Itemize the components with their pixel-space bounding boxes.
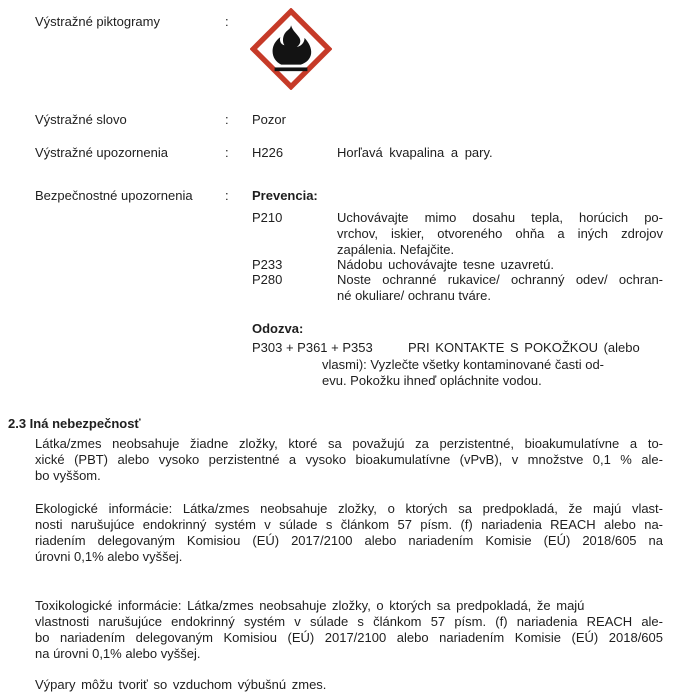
tox-line-2: vlastnosti narušujúce endokrinný systém v súlade s článkom 57 písm. (f) nariadenia REACH ale-	[35, 614, 663, 629]
paragraph-tox	[35, 598, 663, 662]
hazard-statements-colon: :	[225, 145, 229, 160]
pbt-line-2: xické (PBT) alebo vysoko perzistentné a vysoko bioakumulatívne (vPvB), v množstve 0,1 % ale-	[35, 452, 663, 467]
warning-pictograms-colon: :	[225, 14, 229, 29]
eco-line-3: riadením delegovaným Komisiou (EÚ) 2017/2100 alebo nariadením Komisie (EÚ) 2018/605 na	[35, 533, 663, 548]
p303-text-first: PRI KONTAKTE S POKOŽKOU (alebo	[408, 340, 640, 355]
section-2-3-heading: 2.3 Iná nebezpečnosť	[8, 416, 141, 431]
precautionary-colon: :	[225, 188, 229, 203]
p303-line-3: evu. Pokožku ihneď opláchnite vodou.	[322, 373, 542, 388]
p233-text: Nádobu uchovávajte tesne uzavretú.	[337, 257, 555, 272]
warning-pictograms-label: Výstražné piktogramy	[35, 14, 160, 29]
eco-line-1: Ekologické informácie: Látka/zmes neobsahuje zložky, o ktorých sa predpokladá, že majú vlast-	[35, 501, 663, 516]
hazard-statements-label: Výstražné upozornenia	[35, 145, 168, 160]
prevention-heading: Prevencia:	[252, 188, 318, 203]
p303-line-2: vlasmi): Vyzlečte všetky kontaminované časti od-	[322, 357, 605, 372]
response-heading: Odozva:	[252, 321, 304, 336]
p280-code: P280	[252, 272, 283, 287]
tox-line-4: na úrovni 0,1% alebo vyššej.	[35, 646, 201, 661]
eco-line-4: úrovni 0,1% alebo vyššej.	[35, 549, 183, 564]
signal-word-value: Pozor	[252, 112, 286, 127]
precautionary-label: Bezpečnostné upozornenia	[35, 188, 193, 203]
paragraph-pbt	[35, 436, 663, 484]
tox-line-1: Toxikologické informácie: Látka/zmes neobsahuje zložky, o ktorých sa predpokladá, že majú	[35, 598, 585, 613]
p280-line-2: né okuliare/ ochranu tváre.	[337, 288, 491, 303]
tox-line-3: bo nariadením delegovaným Komisiou (EÚ) 2017/2100 alebo nariadením Komisie (EÚ) 2018/605	[35, 630, 663, 645]
p303-code: P303 + P361 + P353	[252, 340, 373, 355]
pbt-line-1: Látka/zmes neobsahuje žiadne zložky, ktoré sa považujú za perzistentné, bioakumulatívne a to-	[35, 436, 663, 451]
p210-line-1: Uchovávajte mimo dosahu tepla, horúcich po-	[337, 210, 663, 225]
p303-first-line	[252, 340, 640, 356]
paragraph-vapours: Výpary môžu tvoriť so vzduchom výbušnú zmes.	[35, 677, 327, 692]
p233-code: P233	[252, 257, 283, 272]
signal-word-label: Výstražné slovo	[35, 112, 127, 127]
p210-line-3: zapálenia. Nefajčite.	[337, 242, 455, 257]
p210-line-2: vrchov, iskier, otvoreného ohňa a iných zdrojov	[337, 226, 663, 241]
p280-text	[337, 272, 663, 304]
pbt-line-3: bo vyššom.	[35, 468, 101, 483]
eco-line-2: nosti narušujúce endokrinný systém v súlade s článkom 57 písm. (f) nariadenia REACH alebo na-	[35, 517, 663, 532]
paragraph-eco	[35, 501, 663, 565]
p280-line-1: Noste ochranné rukavice/ ochranný odev/ ochran-	[337, 272, 663, 287]
ghs-flame-pictogram-icon	[250, 8, 332, 90]
p210-text	[337, 210, 663, 258]
hazard-code-h226: H226	[252, 145, 284, 160]
hazard-text-h226: Horľavá kvapalina a pary.	[337, 145, 493, 160]
signal-word-colon: :	[225, 112, 229, 127]
p210-code: P210	[252, 210, 283, 225]
